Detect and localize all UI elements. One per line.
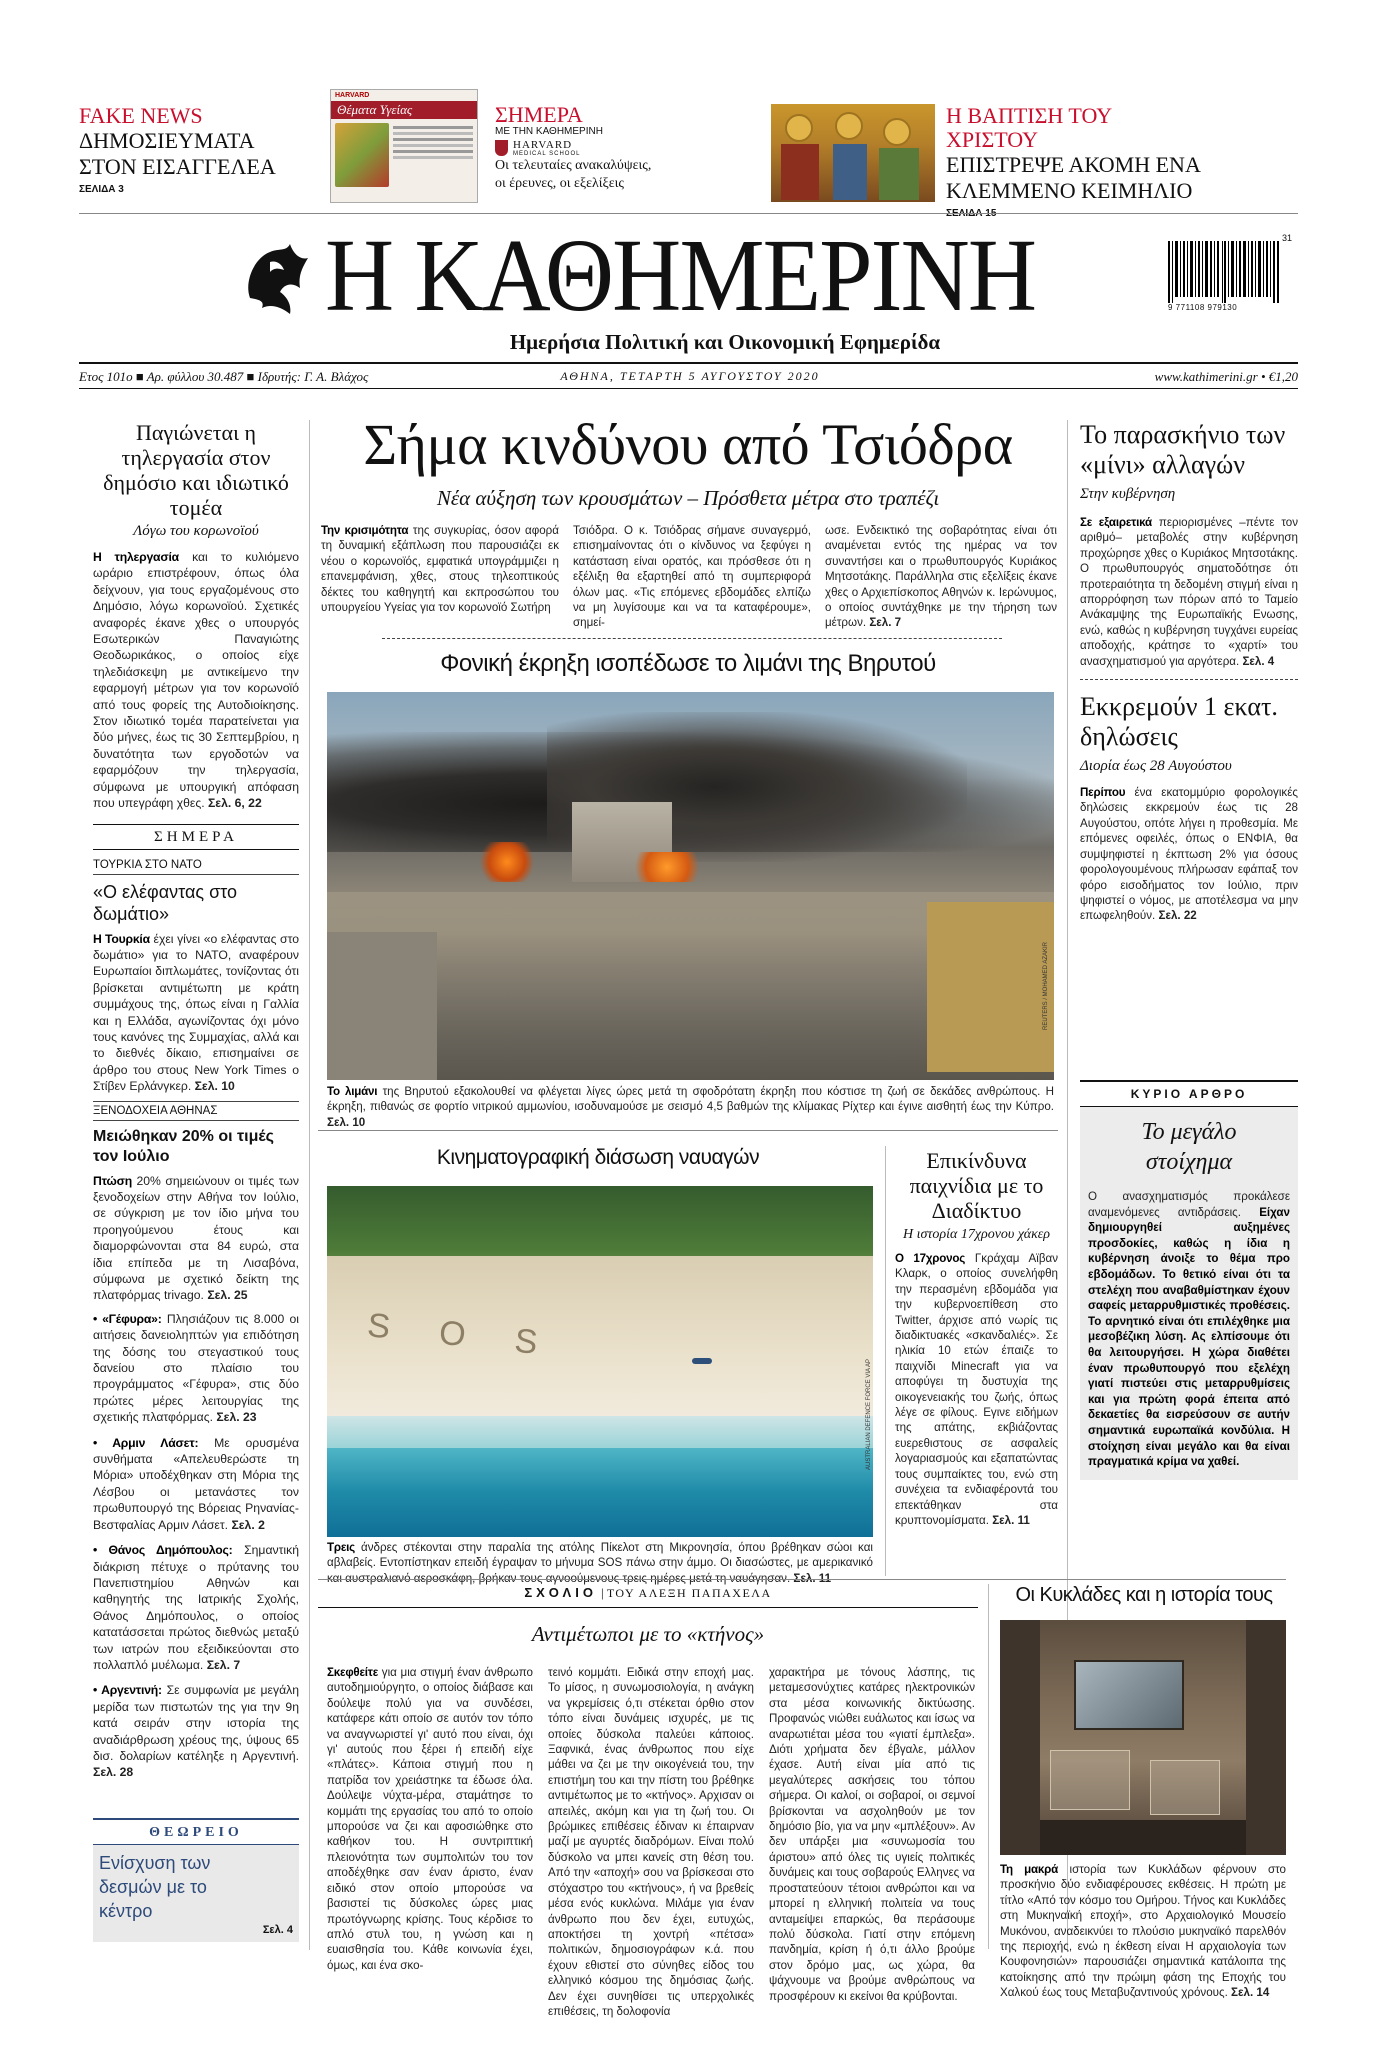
reshuffle-dashed-divider — [1080, 679, 1298, 680]
teaser-left[interactable] — [79, 104, 319, 195]
beirut-headline[interactable]: Φονική έκρηξη ισοπέδωσε το λιμάνι της Βηρυτού — [440, 650, 936, 677]
editorial-text: Ο ανασχηματισμός προκάλεσε αναμενόμενες αντιδράσεις. — [1088, 1190, 1290, 1219]
teaser-middle-sub: ΜΕ ΤΗΝ ΚΑΘΗΜΕΡΙΝΗ — [495, 126, 603, 137]
barcode-top-number: 31 — [1281, 233, 1292, 243]
nato-text: έχει γίνει «ο ελέφαντας στο δωμάτιο» για το ΝΑΤΟ, αναφέρουν Ευρωπαίοι διπλωμάτες, τονίζοντας ότι βρίσκεται αντιμέτωπη με κράτη συμμάχους της, όπως είναι η Γαλλία και η Ελλάδα, αγωνίζοντας όχι μόνο τους κανόνες της Συμμαχίας, αλλά και το διεθνές δίκαιο, επισημαίνει σε άρθρο του στους New York Times ο Στίβεν Ερλάνγκερ. — [93, 931, 299, 1094]
tax-page-ref[interactable]: Σελ. 22 — [1158, 909, 1197, 923]
cyclades-caption-text: ιστορία των Κυκλάδων φέρνουν στο προσκήνιο δύο ενδιαφέρουσες εκθέσεις. Η πρώτη με τίτλο «Από τον κόσμο του Ομήρου. Τήνος και Κυκλάδες στη Μυκηναϊκή εποχή», στο Αρχαιολογικό Μουσείο Μυκόνου, αναδεικνύει το πλούσιο μυκηναϊκό παρελθόν της περιοχής, ενώ η έκθεση είναι Η αρχαιολογία των Κουφονησιών» παρουσιάζει σημαντικά κατάλοιπα της κατοίκησης από την πρώιμη φάση της Εποχής του Χαλκού έως τους Μεταβυζαντινούς χρόνους. — [1000, 1863, 1286, 2000]
comment-author: ΤΟΥ ΑΛΕΞΗ ΠΑΠΑΧΕΛΑ — [606, 1586, 772, 1600]
magazine-brand: HARVARD — [335, 92, 370, 99]
harvard-shield-icon — [495, 140, 508, 156]
comment-top-rule — [318, 1579, 1286, 1580]
teaser-middle-line2: οι έρευνες, οι εξελίξεις — [495, 176, 624, 191]
dateline-top-rule — [79, 362, 1298, 364]
bullet-dimopoulos-lead: • Θάνος Δημόπουλος: — [93, 1543, 233, 1558]
reshuffle-page-ref[interactable]: Σελ. 4 — [1242, 654, 1275, 668]
comment-header-rule — [318, 1607, 978, 1608]
nato-page-ref[interactable]: Σελ. 10 — [194, 1079, 235, 1094]
games-headline[interactable]: Επικίνδυνα παιχνίδια με το Διαδίκτυο — [909, 1148, 1044, 1223]
games-subtitle: Η ιστορία 17χρονου χάκερ — [902, 1227, 1051, 1242]
bullet-laschet-lead: • Αρμιν Λάσετ: — [93, 1435, 199, 1450]
main-dashed-divider — [382, 638, 1002, 639]
today-header — [93, 824, 299, 850]
top-divider — [79, 213, 1298, 214]
cyclades-caption — [1000, 1862, 1286, 2001]
tax-subtitle: Διορία έως 28 Αυγούστου — [1080, 758, 1232, 775]
nato-kicker: ΤΟΥΡΚΙΑ ΣΤΟ ΝΑΤΟ — [93, 859, 299, 875]
magazine-title: Θέματα Υγείας — [331, 101, 477, 119]
tax-text: ένα εκατομμύριο φορολογικές δηλώσεις εκκρεμούν έως τις 28 Αυγούστου, οπότε λήγει η προθεσμία. Με επόμενες οφειλές, όπως ο ΕΝΦΙΑ, θα συμψηφιστεί η έκπτωση 2% για όσους φορολογουμένους πλήρωσαν εφάπαξ τον φόρο εισοδήματος τον Ιούλιο, πριν ψηφιστεί ο νόμος, με αποτέλεσμα να μην επωφεληθούν. — [1080, 786, 1298, 923]
reshuffle-subtitle: Στην κυβέρνηση — [1080, 486, 1176, 502]
icon-painting-image[interactable] — [771, 104, 935, 202]
teaser-middle-kicker: ΣΗΜΕΡΑ — [495, 102, 583, 127]
comment-header-label: ΣΧΟΛΙΟ — [524, 1585, 597, 1600]
cyclades-exhibition-photo[interactable] — [1000, 1620, 1286, 1855]
comment-col2-text: τεινό κομμάτι. Ειδικά στην εποχή μας. Το μίσος, η συνωμοσιολογία, η ανάγκη να γκρεμίσεις ό,τι στέκεται όρθιο στον τόπο είναι δυνάμεις ισχυρές, με τις οποίες δύσκολα παλεύει κάποιος. Ξαφνικά, ένας άνθρωπος που είχε μάθει να ζει με την οικογένειά του, την επιστήμη του και την πίστη του βρέθηκε αντιμέτωπος με το «κτήνος». Αρχισαν οι απειλές, ακόμη και για τη ζωή του. Οι βρώμικες επιθέσεις έδιναν κι έπαιρναν μαζί με αγυρτές διαδρόμων. Είναι πολύ δύσκολο να μπει κανείς στη θέση του. Από την «αποχή» σου να βρίσκεσαι στο στόχαστρο του «κτήνους», ή να βρεθείς μέσα ενός κυκλώνα. Μιλάμε για έναν άνθρωπο που δεν έχει, ευτυχώς, αποκτήσει τη χοντρή «πέτσα» πολιτικών, δημοσιογράφων κ.ά. που έχουν εθιστεί στο σύνηθες είδος του ελληνικό κόσμου της δημόσιας ζωής. Δεν έχει συνηθίσει τις υπερχολικές επιθέσεις, τη δολοφονία — [548, 1666, 754, 2018]
barcode-bars — [1168, 241, 1280, 303]
hotels-lead-word: Πτώση — [93, 1173, 132, 1188]
bullet-dimopoulos-page-ref[interactable]: Σελ. 7 — [206, 1657, 241, 1672]
theoreio-header — [93, 1818, 299, 1845]
teaser-left-line1: ΔΗΜΟΣΙΕΥΜΑΤΑ — [79, 128, 255, 153]
telework-text: και το κυλιόμενο ωράριο επιστρέφουν, όπως όλα δείχνουν, για τους εργαζομένους στο Δημόσιο, λόγω κορωνοϊού. Σχετικές αναφορές έκανε χθες ο υπουργός Εσωτερικών Παναγιώτης Θεοδωρικάκος, ο οποίος είχε τηλεδιάσκεψη με αντικείμενο την εφαρμογή μέτρων για τον κορωνοϊό από τους φορείς της Αυτοδιοίκησης. Στον ιδιωτικό τομέα παρατείνεται για δύο μήνες, έως τις 30 Σεπτεμβρίου, η δυνατότητα των εργοδοτών να εφαρμόζουν την τηλεργασία, σύμφωνα με υπουργική απόφαση που υπεγράφη χθες. — [93, 550, 300, 811]
barcode-number: 9 771108 979130 — [1168, 303, 1238, 312]
rescue-games-separator — [885, 1146, 886, 1576]
teaser-middle-line1: Οι τελευταίες ανακαλύψεις, — [495, 158, 652, 173]
griffin-logo-icon — [240, 238, 312, 316]
editorial-header — [1080, 1080, 1298, 1107]
dateline-center: ΑΘΗΝΑ, ΤΕΤΑΡΤΗ 5 ΑΥΓΟΥΣΤΟΥ 2020 — [560, 369, 820, 383]
theoreio-header-label: ΘΕΩΡΕΙΟ — [149, 1825, 243, 1840]
masthead-subtitle: Ημερήσια Πολιτική και Οικονομική Εφημερίδα — [509, 330, 941, 354]
main-col1-text: της συγκυρίας, όσον αφορά τη δυναμική εξάπλωση που παρουσιάζει εκ νέου ο κορωνοϊός, εμφατικά υπογράμμιζει η επανεμφάνιση, χθες, στους τηλεοπτικούς δέκτες του καθηγητή και εκπροσώπου του υπουργείου Υγείας για τον κορωνοϊό Σωτήρη — [321, 524, 559, 615]
magazine-cover[interactable] — [330, 89, 478, 203]
teaser-left-kicker: FAKE NEWS — [79, 103, 203, 128]
teaser-left-page: ΣΕΛΙΔΑ 3 — [79, 184, 124, 195]
telework-body — [93, 549, 299, 812]
teaser-right[interactable] — [946, 104, 1206, 219]
cyclades-page-ref[interactable]: Σελ. 14 — [1231, 1986, 1270, 2000]
hotels-text: 20% σημειώνουν οι τιμές των ξενοδοχείων στην Αθήνα τον Ιούλιο, σε σύγκριση με τον ίδιο μήνα του προηγούμενου έτους και διαμορφώνονται στα 84 ευρώ, στα ίδια επίπεδα με τη Λισαβόνα, σύμφωνα με σχετικό δείκτη της πλατφόρμας trivago. — [93, 1173, 299, 1303]
editorial-header-label: ΚΥΡΙΟ ΑΡΘΡΟ — [1130, 1087, 1248, 1101]
bullet-argentina — [93, 1682, 299, 1780]
left-column — [93, 420, 299, 1790]
nato-headline[interactable]: «Ο ελέφαντας στο δωμάτιο» — [93, 881, 238, 924]
nato-lead-word: Η Τουρκία — [93, 931, 150, 946]
bullet-gefyra-lead: • «Γέφυρα»: — [93, 1311, 162, 1326]
bullet-argentina-page-ref[interactable]: Σελ. 28 — [93, 1765, 134, 1780]
editorial-title[interactable]: Το μεγάλο στοίχημα — [1141, 1119, 1237, 1175]
comment-cyclades-separator — [988, 1584, 989, 1949]
harvard-brand-sub: MEDICAL SCHOOL — [513, 151, 581, 157]
hotels-body — [93, 1173, 299, 1304]
today-header-label: ΣΗΜΕΡΑ — [154, 828, 238, 845]
comment-col2 — [548, 1665, 754, 2019]
main-col2-text: Τσιόδρα. Ο κ. Τσιόδρας σήμανε συναγερμό, επισημαίνοντας ότι ο κίνδυνος να ξεφύγει η κατάσταση είναι ορατός, και πρόσθεσε ότι η εξέλιξη θα εξαρτηθεί από τη συμπεριφορά όλων μας. «Τις επόμενες εβδομάδες ελπίζω να μη λυγίσουμε και να τα καταφέρουμε», σημεί- — [573, 524, 811, 630]
beirut-photo-credit: REUTERS / MOHAMED AZAKIR — [1043, 941, 1049, 1030]
reshuffle-lead-word: Σε εξαιρετικά — [1080, 516, 1152, 529]
rescue-caption-lead: Τρεις — [327, 1541, 356, 1554]
beirut-caption — [327, 1084, 1054, 1130]
games-text: Γκράχαμ Αϊβαν Κλαρκ, ο οποίος συνελήφθη την περασμένη εβδομάδα για την κυβερνοεπίθεση στο Twitter, άρχισε από νωρίς τις διαδικτυακές «σκανδαλιές». Σε ηλικία 10 ετών έπαιζε το παιχνίδι Minecraft για να αποφύγει τη δυστυχία της οικογενειακής του ζωής, όπως λέγε σε φίλους. Εγινε ειδήμων της απάτης, εκβιάζοντας ευερεθιστους σε ασφαλείς λογαριασμούς και εξαπατώντας τους συμπαίκτες του, ενώ στη συνέχεια τα ενδιαφέροντά του επεκτάθηκαν στα κρυπτονομίσματα. — [895, 1252, 1058, 1527]
reshuffle-body — [1080, 515, 1298, 669]
beirut-caption-text: της Βηρυτού εξακολουθεί να φλέγεται λίγες ώρες μετά τη σφοδρότατη έκρηξη που κόστισε τη ζωή σε δεκάδες ανθρώπους. Η έκρηξη, πιθανώς σε φορτίο νιτρικού αμμωνίου, ισοδυναμούσε με σεισμό 4,5 βαθμών της κλίμακας Ρίχτερ και έγινε αισθητή έως την Κύπρο. — [327, 1085, 1054, 1114]
bullet-laschet — [93, 1435, 299, 1533]
teaser-right-line2: ΚΛΕΜΜΕΝΟ ΚΕΙΜΗΛΙΟ — [946, 178, 1193, 203]
telework-page-ref[interactable]: Σελ. 6, 22 — [207, 796, 262, 811]
rescue-caption-text: άνδρες στέκονται στην παραλία της ατόλης Πίκελοτ στη Μικρονησία, όπου βρέθηκαν σώοι και αβλαβείς. Εντοπίστηκαν επειδή έγραψαν το μήνυμα SOS πάνω στην άμμο. Οι διασώστες, με αμερικανικό — [327, 1541, 873, 1570]
bullet-argentina-lead: • Αργεντινή: — [93, 1683, 162, 1698]
teaser-right-kicker: Η ΒΑΠΤΙΣΗ ΤΟΥ ΧΡΙΣΤΟΥ — [946, 103, 1112, 152]
dateline-right[interactable]: www.kathimerini.gr • €1,20 — [1154, 369, 1298, 384]
games-body — [895, 1251, 1058, 1528]
tax-body — [1080, 785, 1298, 924]
main-page-ref[interactable]: Σελ. 7 — [869, 616, 902, 630]
editorial-text-bold: Είχαν δημιουργηθεί αυξημένες προσδοκίες, καθώς η ίδια η κυβέρνηση άνοιξε το θέμα προ εβδομάδων. Το θετικό είναι ότι τα στελέχη που αναβαθμίστηκαν έχουν σαφείς μεταρρυθμιστικές προθέσεις. Το αρνητικό είναι ότι επιλέχθηκε μια μεσοβέζικη λύση. Ας ελπίσουμε ότι θα λειτουργήσει. Η χώρα διαθέτει έναν πρωθυπουργό που εξελέχη γιατί πιστεύει στις μεταρρυθμίσεις και για πρώτη φορά έπειτα από δεκαετίες θα εισρεύσουν σε αυτήν σημαντικά ευρωπαϊκά κονδύλια. Η στοίχηση είναι μεγάλο και θα είναι πραγματικά κρίμα να χαθεί. — [1088, 1205, 1290, 1469]
teaser-right-line1: ΕΠΙΣΤΡΕΨΕ ΑΚΟΜΗ ΕΝΑ — [946, 152, 1201, 177]
sos-sand-writing: S O S — [365, 1306, 560, 1364]
bullet-laschet-page-ref[interactable]: Σελ. 2 — [231, 1517, 265, 1532]
editorial-box — [1080, 1080, 1298, 1480]
theoreio-title: Ενίσχυση των δεσμών με το κέντρο — [99, 1853, 211, 1921]
theoreio-page-ref[interactable]: Σελ. 4 — [262, 1924, 293, 1936]
comment-col3-text: χαρακτήρα με τόνους λάσπης, τις μεταμεσονύχτιες κατάρες ηλεκτρονικών στα μέσα κοινωνικής δικτύωσης. Προφανώς νιώθει ευάλωτος και ίσως να αναρωτιέται μέσα του «γιατί έμπλεξα». Διότι χρήματα δεν έβγαλε, μάλλον έχασε. Αυτή είναι μία από τις μεγαλύτερες ασκήσεις του τόπου σήμερα. Οι καλοί, οι σοβαροί, οι σεμνοί βρίσκονται να ασχοληθούν με τον δημόσιο βίο, για να μην «μπλέξουν». Αν δεν υπάρξει μια «συνωμοσία του άριστου» από όλες τις υγιείς πολιτικές δυνάμεις και τους σοβαρούς Ελληνες να προστατεύουν τέτοιοι ανθρώποι και να μπορεί η ελληνική πολιτεία να τους ανταμείψει επαρκώς, θα περάσουμε πολύ δύσκολα. Γιατί στην επόμενη πανδημία, κρίση ή ό,τι άλλο βρούμε στον δρόμο μας, ως χώρα, θα ψάχνουμε να βρούμε ανθρώπους να προσφέρουν κι εκείνοι θα κρύβονται. — [769, 1666, 975, 2003]
comment-col3 — [769, 1665, 975, 2004]
rescue-headline[interactable]: Κινηματογραφική διάσωση ναυαγών — [436, 1146, 760, 1169]
main-headline[interactable]: Σήμα κινδύνου από Τσιόδρα — [363, 412, 1013, 477]
games-lead-word: Ο 17χρονος — [895, 1252, 966, 1265]
main-lead-word: Την κρισιμότητα — [321, 524, 409, 537]
bullet-gefyra — [93, 1311, 299, 1426]
main-col1 — [321, 523, 559, 615]
bullet-gefyra-text: Πλησιάζουν τις 8.000 οι αιτήσεις δανειοληπτών για επιδότηση της δόσης του στεγαστικού τους δανείου στο πλαίσιο του προγράμματος «Γέφυρα», στις δύο πρώτες μέρες λειτουργίας της σχετικής πλατφόρμας. — [93, 1311, 299, 1425]
hotels-page-ref[interactable]: Σελ. 25 — [207, 1288, 248, 1303]
dateline-left: Ετος 101ο ■ Αρ. φύλλου 30.487 ■ Ιδρυτής: Γ. Α. Βλάχος — [79, 369, 369, 384]
comment-lead-word: Σκεφθείτε — [327, 1666, 379, 1679]
beirut-caption-lead: Το λιμάνι — [327, 1085, 378, 1098]
bullet-dimopoulos — [93, 1542, 299, 1673]
cyclades-lead-word: Τη μακρά — [1000, 1863, 1059, 1876]
teaser-left-line2: ΣΤΟΝ ΕΙΣΑΓΓΕΛΕΑ — [79, 154, 276, 179]
comment-col1-text: για μια στιγμή έναν άνθρωπο αυτοδημιούργητο, ο οποίος διάβασε και δούλεψε πολύ για να συνδέσει, κατάφερε κάτι οποίο σε αυτόν τον τόπο να αναγνωριστεί γι' αυτό που είναι, όχι γι' αυτούς που ξέρει ή επειδή είχε «πλάτες». Κάποια στιγμή που η πατρίδα τον χρειάστηκε τα έδωσε όλα. Δούλεψε νύχτα-μέρα, σταμάτησε το κομμάτι της εργασίας του από το οποίο μπορούσε να ζει και αφοσιώθηκε στο καθήκον του. Η συντριπτική πλειονότητα των συμπολιτών του τον αποδέχθηκε σαν έναν άριστο, έναν ειδικό στον οποίο μπορούσε να βασιστεί τις δύσκολες ώρες μιας πρωτόγνωρης κρίσης. Τους κέρδισε το απλό στυλ του, η γνώση και η ευαισθησία του. Κάθε κοινωνία έχει, όμως, και ένα σκο- — [327, 1666, 533, 1972]
bullet-laschet-text: Με ορυσμένα συνθήματα «Απελευθερώστε τη Μόρια» υποδέχθηκαν στη Μόρια της Λέσβου οι μετανάστες τον πρωθυπουργό της Βόρειας Ρηνανίας-Βεστφαλίας Αρμιν Λάσετ. — [93, 1435, 300, 1532]
main-col3 — [825, 523, 1057, 631]
games-page-ref[interactable]: Σελ. 11 — [992, 1513, 1030, 1527]
barcode — [1168, 233, 1292, 315]
magazine-photo — [335, 123, 389, 187]
teaser-middle[interactable] — [495, 104, 695, 193]
telework-subtitle: Λόγω του κορωνοϊού — [133, 523, 259, 539]
right-column — [1080, 420, 1298, 924]
main-subhead: Νέα αύξηση των κρουσμάτων – Πρόσθετα μέτρα στο τραπέζι — [436, 486, 940, 510]
nato-body — [93, 931, 299, 1095]
tax-lead-word: Περίπου — [1080, 786, 1126, 800]
dateline-bottom-rule — [79, 388, 1298, 389]
main-col2 — [573, 523, 811, 631]
tax-headline[interactable]: Εκκρεμούν 1 εκατ. δηλώσεις — [1080, 692, 1278, 752]
left-column-separator — [309, 420, 310, 1950]
comment-title[interactable]: Αντιμέτωποι με το «κτήνος» — [531, 1622, 765, 1646]
beirut-page-ref[interactable]: Σελ. 10 — [327, 1115, 366, 1129]
theoreio-box[interactable] — [93, 1818, 299, 1942]
beirut-bottom-rule — [318, 1130, 1058, 1131]
hotels-kicker: ΞΕΝΟΔΟΧΕΙΑ ΑΘΗΝΑΣ — [93, 1101, 299, 1121]
bullet-argentina-text: Σε συμφωνία με μεγάλη μερίδα των πιστωτών της για την 9η κατά σειράν στην ιστορία της αναδιάρθρωση χρέους της, ύψους 65 δισ. δολαρίων κατέληξε η Αργεντινή. — [93, 1683, 299, 1763]
comment-header: ΣΧΟΛΙΟ | ΤΟΥ ΑΛΕΞΗ ΠΑΠΑΧΕΛΑ — [524, 1585, 772, 1600]
rescue-photo-credit: AUSTRALIAN DEFENCE FORCE VIA AP — [866, 1358, 872, 1470]
comment-col1 — [327, 1665, 533, 1973]
games-story — [895, 1148, 1058, 1528]
beirut-explosion-photo[interactable] — [327, 692, 1054, 1080]
reshuffle-text: περιορισμένες –πέντε τον αριθμό– μεταβολές στην κυβέρνηση προχώρησε χθες ο Κυριάκος Μητσοτάκης. Ο πρωθυπουργός σηματοδότησε ότι προτεραιότητα τη δεδομένη στιγμή είναι η απορρόφηση των πόρων από το Ταμείο Ανάκαμψης της Ευρωπαϊκής Ενωσης, ενώ, καθώς η κυβέρνηση τυγχάνει ευρείας αποδοχής, κράτησε το «χαρτί» του ανασχηματισμού για αργότερα. — [1080, 516, 1298, 668]
bullet-dimopoulos-text: Σημαντική διάκριση πέτυχε ο πρύτανης του Πανεπιστημίου Αθηνών και καθηγητής της Ιατρικής Σχολής, Θάνος Δημόπουλος, ο οποίος κατατάσσεται πρώτος διεθνώς μεταξύ των ιατρών που εξειδικεύονται στο πολλαπλό μυέλωμα. — [93, 1543, 299, 1672]
telework-headline[interactable]: Παγιώνεται η τηλεργασία στον δημόσιο και ιδιωτικό τομέα — [103, 420, 289, 520]
editorial-body — [1088, 1189, 1290, 1470]
hotels-headline[interactable]: Μειώθηκαν 20% οι τιμές τον Ιούλιο — [93, 1127, 274, 1165]
cyclades-headline[interactable]: Οι Κυκλάδες και η ιστορία τους — [1015, 1584, 1273, 1606]
main-col3-text: ωσε. Ενδεικτικό της σοβαρότητας είναι ότι αναμένεται εντός της ημέρας να τον συναντήσει και ο πρωθυπουργός Κυριάκος Μητσοτάκης. Παράλληλα στις εξελίξεις έκανε χθες ο Αρχιεπίσκοπος Αθηνών κ. Ιερώνυμος, ο οποίος συντάχθηκε με την τήρηση των μέτρων. — [825, 524, 1057, 630]
masthead-title: Η ΚΑΘΗΜΕΡΙΝΗ — [325, 218, 1036, 333]
harvard-brand: HARVARD — [513, 139, 573, 151]
telework-lead-word: Η τηλεργασία — [93, 550, 179, 564]
bullet-gefyra-page-ref[interactable]: Σελ. 23 — [216, 1410, 257, 1425]
rescue-beach-photo[interactable] — [327, 1186, 873, 1537]
reshuffle-headline[interactable]: Το παρασκήνιο των «μίνι» αλλαγών — [1080, 420, 1286, 479]
